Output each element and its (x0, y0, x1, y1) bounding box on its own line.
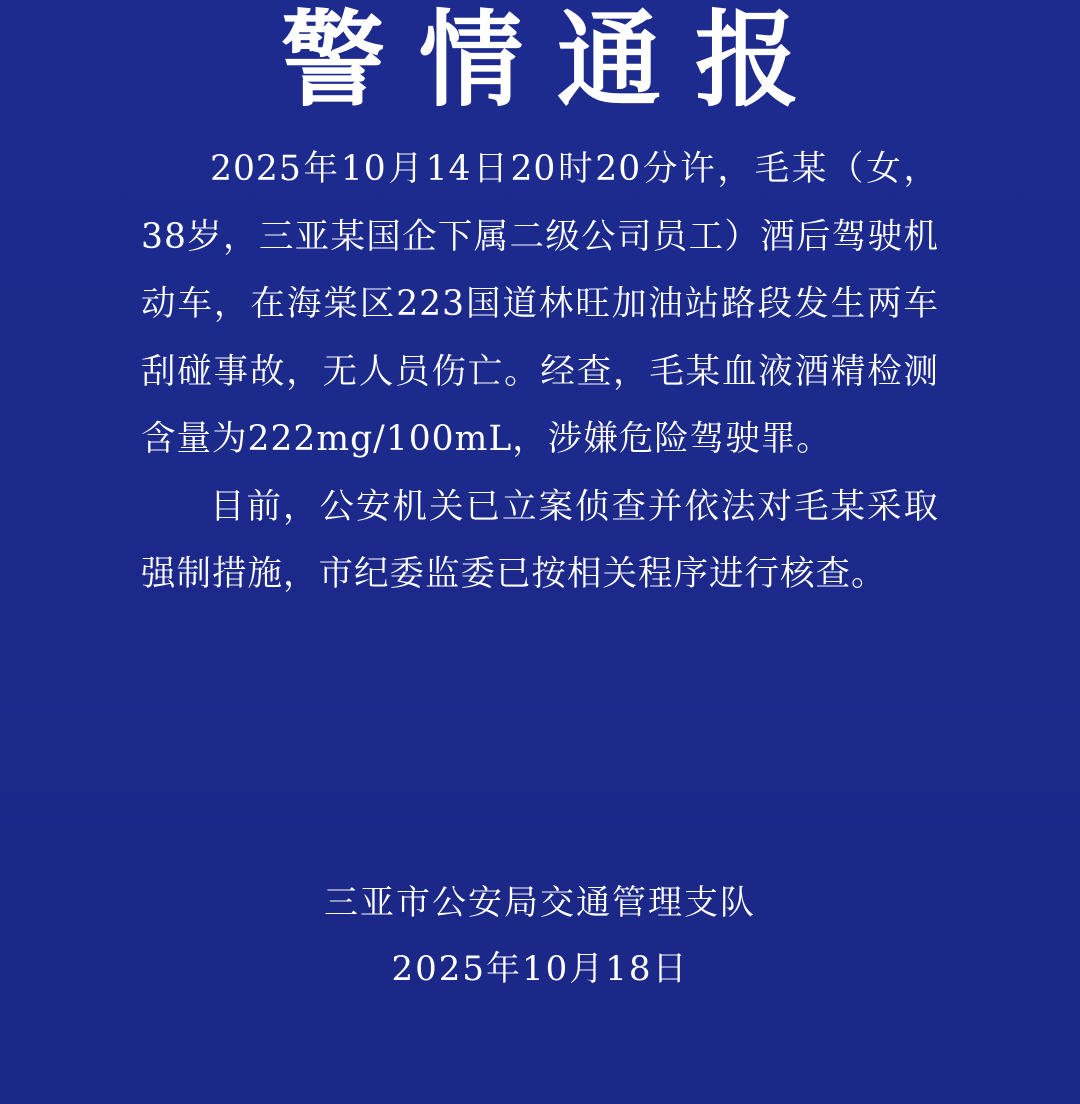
issuer-name: 三亚市公安局交通管理支队 (324, 883, 756, 923)
notice-body (141, 136, 939, 609)
issue-date: 2025年10月18日 (391, 949, 689, 989)
notice-paragraph-2: 目前，公安机关已立案侦查并依法对毛某采取强制措施，市纪委监委已按相关程序进行核查。 (141, 486, 939, 594)
notice-signature (0, 870, 1080, 1002)
notice-title: 警情通报 (280, 0, 833, 121)
notice-paragraph-1: 2025年10月14日20时20分许，毛某（女，38岁，三亚某国企下属二级公司员工）酒后驾驶机动车，在海棠区223国道林旺加油站路段发生两车刮碰事故，无人员伤亡。经查，毛某血液酒精检测含量为222mg/100mL，涉嫌危险驾驶罪。 (141, 149, 939, 459)
